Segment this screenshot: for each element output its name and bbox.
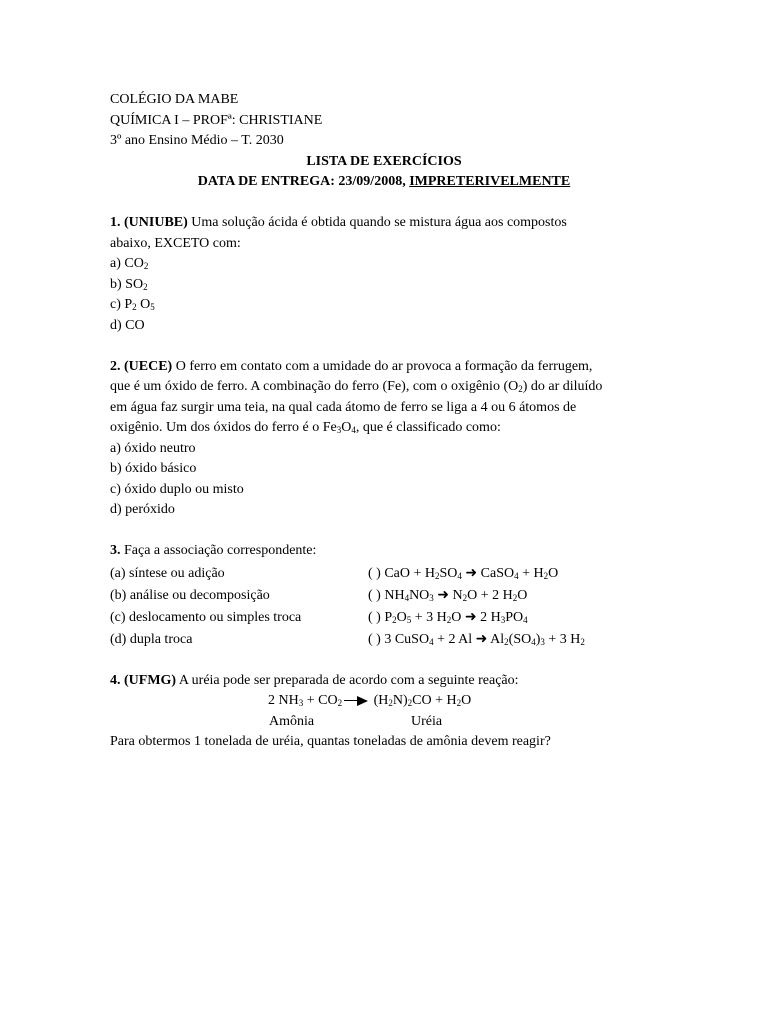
q4-statement: 4. (UFMG) A uréia pode ser preparada de acordo com a seguinte reação: xyxy=(110,673,519,688)
q3-equation-3: ( ) $P_2O_5 + 3$ $H_2O$ ➜ 2 $H_3PO_4$ xyxy=(368,610,528,625)
q3-left-d: (d) dupla troca xyxy=(110,632,193,647)
q2-option-a: a) óxido neutro xyxy=(110,441,196,456)
q3-left-b: (b) análise ou decomposição xyxy=(110,588,270,603)
q1-statement-line-2: abaixo, EXCETO com: xyxy=(110,236,241,251)
deadline-label: DATA DE ENTREGA: 23/09/2008, xyxy=(197,174,410,189)
q2-option-d: d) peróxido xyxy=(110,502,175,517)
reaction-arrow-icon xyxy=(344,696,368,706)
q1-option-d: d) CO xyxy=(110,318,145,333)
q3-equation-4: ( ) 3 CuSO$_4$ + 2 Al ➜ $Al_2(SO_4)_3 + 3$ $H_2$ xyxy=(368,632,585,647)
q3-number: 3. xyxy=(110,543,121,558)
q1-text-1: Uma solução ácida é obtida quando se mistura água aos compostos xyxy=(187,215,567,230)
q2-statement-line-3: em água faz surgir uma teia, na qual cada átomo de ferro se liga a 4 ou 6 átomos de xyxy=(110,400,577,415)
q2-option-c: c) óxido duplo ou misto xyxy=(110,482,244,497)
school-name: COLÉGIO DA MABE xyxy=(110,92,239,107)
q3-equation-1: ( ) CaO + $H_2SO_4$ ➜ CaSO$_4$ + $H_2O$ xyxy=(368,566,559,581)
q1-option-a: a) $CO_2$ xyxy=(110,256,149,271)
q1-option-c: c) $P_2$ $O_5$ xyxy=(110,297,155,312)
q4-label-amonia: Amônia xyxy=(269,714,315,729)
class-info: 3º ano Ensino Médio – T. 2030 xyxy=(110,133,284,148)
q2-statement-line-1: 2. (UECE) O ferro em contato com a umidade do ar provoca a formação da ferrugem, xyxy=(110,359,593,374)
q2-option-b: b) óxido básico xyxy=(110,461,197,476)
q4-number: 4. (UFMG) xyxy=(110,673,177,688)
q3-left-c: (c) deslocamento ou simples troca xyxy=(110,610,302,625)
q1-option-b: b) $SO_2$ xyxy=(110,277,148,292)
q3-left-a: (a) síntese ou adição xyxy=(110,566,225,581)
q2-number: 2. (UECE) xyxy=(110,359,173,374)
q3-statement: 3. Faça a associação correspondente: xyxy=(110,543,317,558)
q2-statement-line-4: oxigênio. Um dos óxidos do ferro é o $Fe_3O_4$, que é classificado como: xyxy=(110,420,501,435)
q1-number: 1. (UNIUBE) xyxy=(110,215,188,230)
q3-equation-2: ( ) $NH_4NO_3$ ➜ $N_2O + 2$ $H_2O$ xyxy=(368,588,528,603)
deadline xyxy=(0,173,768,191)
q1-statement-line-1 xyxy=(110,214,567,232)
q2-statement-line-2: que é um óxido de ferro. A combinação do ferro (Fe), com o oxigênio $(O_2)$ do ar diluído xyxy=(110,379,603,394)
deadline-emphasis: IMPRETERIVELMENTE xyxy=(409,174,571,189)
q4-equation: 2 $NH_3 + CO_2$ $(H_2N)_2CO + H_2O$ xyxy=(268,693,472,708)
q4-label-ureia: Uréia xyxy=(411,714,443,729)
q4-question: Para obtermos 1 tonelada de uréia, quantas toneladas de amônia devem reagir? xyxy=(110,734,551,749)
course-info: QUÍMICA I – PROFª: CHRISTIANE xyxy=(110,113,323,128)
sheet-title: LISTA DE EXERCÍCIOS xyxy=(306,154,462,169)
